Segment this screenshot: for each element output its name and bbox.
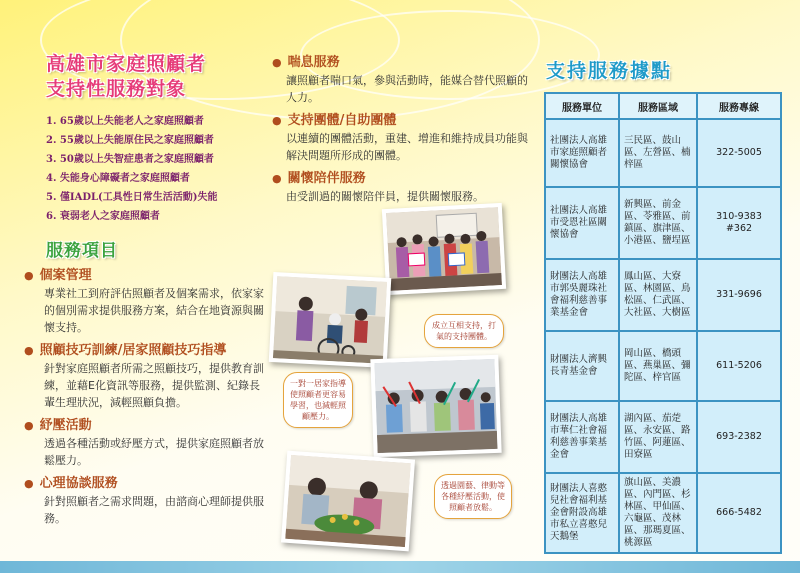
service-item bbox=[272, 53, 530, 106]
exercise-photo-icon bbox=[374, 359, 497, 453]
service-title: 個案管理 bbox=[39, 268, 92, 283]
service-item bbox=[272, 111, 530, 164]
cell-unit: 財團法人高雄市郭吳麗珠社會福利慈善事業基金會 bbox=[545, 259, 619, 331]
service-desc: 以連續的團體活動，重建、增進和維持成員功能與解決問題所形成的團體。 bbox=[286, 132, 528, 162]
caption-bubble: 一對一居家指導使照顧者更容易學習，也減輕照顧壓力。 bbox=[283, 372, 353, 428]
target-item: 2. 55歲以上失能原住民之家庭照顧者 bbox=[46, 135, 214, 146]
bullet-icon: ● bbox=[272, 56, 282, 69]
service-hubs-table bbox=[544, 92, 782, 554]
bullet-icon: ● bbox=[24, 419, 34, 432]
service-title: 關懷陪伴服務 bbox=[287, 171, 366, 186]
cell-unit: 社團法人高雄市受恩社區關懷協會 bbox=[545, 187, 619, 259]
cell-unit: 財團法人喜憨兒社會福利基金會附設高雄市私立喜憨兒天鵝堡 bbox=[545, 473, 619, 553]
cell-phone: 310-9383 #362 bbox=[697, 187, 781, 259]
service-title: 心理協談服務 bbox=[39, 476, 118, 491]
left-column bbox=[24, 52, 264, 527]
photo-home-guidance bbox=[269, 272, 392, 368]
table-row bbox=[545, 259, 781, 331]
title-line-1: 高雄市家庭照顧者 bbox=[46, 53, 207, 75]
service-title: 喘息服務 bbox=[287, 55, 340, 70]
middle-column bbox=[272, 53, 530, 205]
bullet-icon: ● bbox=[24, 269, 34, 282]
cell-phone: 331-9696 bbox=[697, 259, 781, 331]
target-item: 4. 失能身心障礙者之家庭照顧者 bbox=[46, 173, 190, 184]
service-hubs-title: 支持服務據點 bbox=[546, 60, 673, 82]
service-title: 支持團體/自助團體 bbox=[287, 113, 397, 128]
table-row bbox=[545, 119, 781, 187]
table-row bbox=[545, 473, 781, 553]
column-header-phone: 服務專線 bbox=[697, 93, 781, 119]
service-title: 紓壓活動 bbox=[39, 418, 92, 433]
target-item: 3. 50歲以上失智症患者之家庭照顧者 bbox=[46, 154, 214, 165]
service-item bbox=[272, 169, 530, 205]
bullet-icon: ● bbox=[24, 477, 34, 490]
cell-area: 岡山區、橋頭區、燕巢區、彌陀區、梓官區 bbox=[619, 331, 697, 401]
service-item bbox=[24, 341, 264, 411]
photo-gardening-activity bbox=[281, 451, 415, 552]
table-row bbox=[545, 401, 781, 473]
service-desc: 透過各種活動或紓壓方式，提供家庭照顧者放鬆壓力。 bbox=[44, 437, 264, 467]
table-row bbox=[545, 331, 781, 401]
cell-phone: 322-5005 bbox=[697, 119, 781, 187]
right-column bbox=[540, 56, 780, 554]
photo-support-group bbox=[382, 203, 506, 295]
photo-stress-relief-exercise bbox=[370, 355, 501, 457]
cell-area: 湖內區、茄萣區、永安區、路竹區、阿蓮區、田寮區 bbox=[619, 401, 697, 473]
target-list bbox=[24, 112, 264, 226]
cell-unit: 財團法人濟興長青基金會 bbox=[545, 331, 619, 401]
target-item: 6. 衰弱老人之家庭照顧者 bbox=[46, 211, 160, 222]
cell-phone: 611-5206 bbox=[697, 331, 781, 401]
bullet-icon: ● bbox=[272, 172, 282, 185]
page-title bbox=[24, 52, 264, 102]
bullet-icon: ● bbox=[24, 344, 34, 357]
service-desc: 針對家庭照顧者所需之照顧技巧，提供教育訓練，並藉E化資訊等服務，提供監測、紀錄長輩生理狀況，減輕照顧負擔。 bbox=[44, 362, 264, 409]
service-desc: 讓照顧者喘口氣，參與活動時，能媒合替代照顧的人力。 bbox=[286, 74, 528, 104]
service-item bbox=[24, 266, 264, 336]
service-item bbox=[24, 416, 264, 469]
caption-bubble: 透過園藝、律動等各種紓壓活動，使照顧者放鬆。 bbox=[434, 474, 512, 519]
wheelchair-photo-icon bbox=[273, 276, 387, 364]
gardening-photo-icon bbox=[285, 455, 411, 547]
column-header-area: 服務區域 bbox=[619, 93, 697, 119]
service-title: 照顧技巧訓練/居家照顧技巧指導 bbox=[39, 343, 227, 358]
cell-area: 新興區、前金區、苓雅區、前鎮區、旗津區、小港區、鹽埕區 bbox=[619, 187, 697, 259]
services-heading: 服務項目 bbox=[46, 241, 118, 261]
table-row bbox=[545, 187, 781, 259]
bullet-icon: ● bbox=[272, 114, 282, 127]
group-photo-icon bbox=[386, 207, 502, 291]
service-desc: 針對照顧者之需求問題，由諮商心理師提供服務。 bbox=[44, 495, 264, 525]
cell-phone: 666-5482 bbox=[697, 473, 781, 553]
cell-area: 三民區、鼓山區、左營區、楠梓區 bbox=[619, 119, 697, 187]
service-desc: 專業社工到府評估照顧者及個案需求，依家家的個別需求提供服務方案，結合在地資源與關懷支持。 bbox=[44, 287, 264, 334]
caption-bubble: 成立互相支持，打氣的支持團體。 bbox=[424, 314, 504, 348]
service-item bbox=[24, 474, 264, 527]
table-header-row bbox=[545, 93, 781, 119]
bottom-decorative-band bbox=[0, 561, 800, 573]
target-item: 5. 僅IADL(工具性日常生活活動)失能 bbox=[46, 192, 218, 203]
cell-unit: 財團法人高雄市華仁社會福利慈善事業基金會 bbox=[545, 401, 619, 473]
target-item: 1. 65歲以上失能老人之家庭照顧者 bbox=[46, 116, 204, 127]
cell-area: 鳳山區、大寮區、林園區、鳥松區、仁武區、大社區、大樹區 bbox=[619, 259, 697, 331]
cell-unit: 社團法人高雄市家庭照顧者關懷協會 bbox=[545, 119, 619, 187]
cell-phone: 693-2382 bbox=[697, 401, 781, 473]
title-line-2: 支持性服務對象 bbox=[46, 78, 187, 100]
service-desc: 由受訓過的關懷陪伴員，提供關懷服務。 bbox=[286, 190, 484, 203]
cell-area: 旗山區、美濃區、內門區、杉林區、甲仙區、六龜區、茂林區、那瑪夏區、桃源區 bbox=[619, 473, 697, 553]
column-header-unit: 服務單位 bbox=[545, 93, 619, 119]
